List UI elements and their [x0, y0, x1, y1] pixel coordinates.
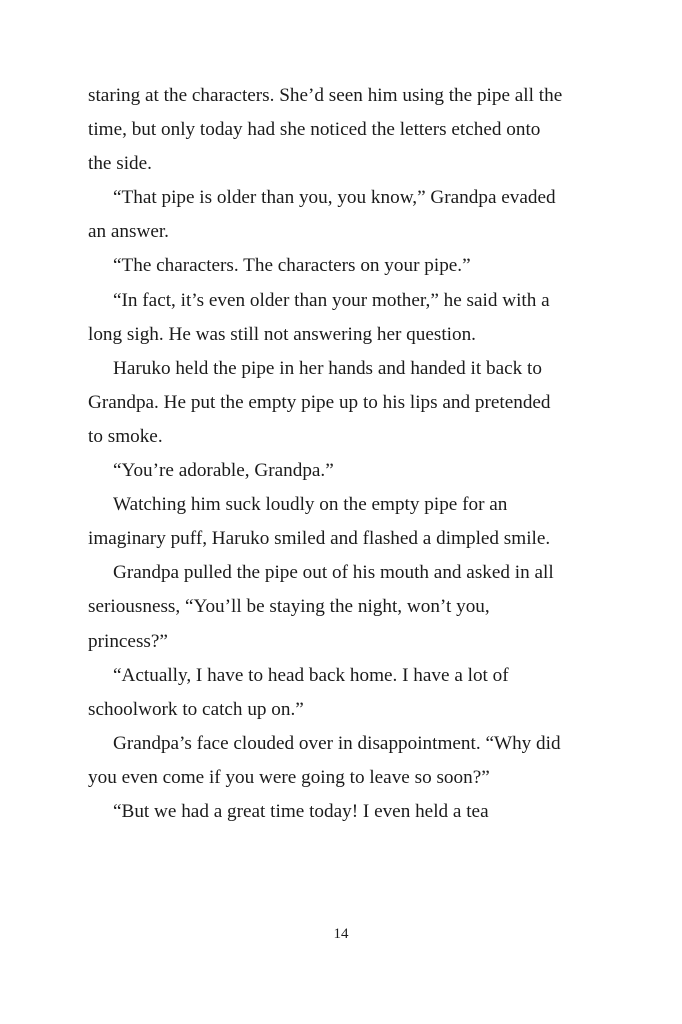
paragraph-1: staring at the characters. She’d seen him using the pipe all the time, but only today had she noticed the letters etched onto the side. — [88, 85, 563, 175]
paragraph-11: “But we had a great time today! I even held a tea — [113, 800, 489, 822]
page-number: 14 — [333, 926, 349, 942]
paragraph-10: Grandpa’s face clouded over in disappointment. “Why did you even come if you were going to leave so soon?” — [88, 732, 561, 788]
paragraph-9: “Actually, I have to head back home. I have a lot of schoolwork to catch up on.” — [88, 664, 509, 720]
paragraph-5: Haruko held the pipe in her hands and handed it back to Grandpa. He put the empty pipe up to his lips and pretended to smoke. — [88, 357, 551, 447]
paragraph-6: “You’re adorable, Grandpa.” — [113, 460, 334, 482]
paragraph-8: Grandpa pulled the pipe out of his mouth and asked in all seriousness, “You’ll be staying the night, won’t you, princess?” — [88, 562, 554, 652]
paragraph-3: “The characters. The characters on your pipe.” — [113, 255, 471, 277]
paragraph-4: “In fact, it’s even older than your mother,” he said with a long sigh. He was still not answering her question. — [88, 289, 550, 345]
paragraph-2: “That pipe is older than you, you know,” Grandpa evaded an answer. — [88, 187, 556, 243]
paragraph-7: Watching him suck loudly on the empty pipe for an imaginary puff, Haruko smiled and flashed a dimpled smile. — [88, 494, 551, 550]
body-text — [88, 79, 568, 829]
